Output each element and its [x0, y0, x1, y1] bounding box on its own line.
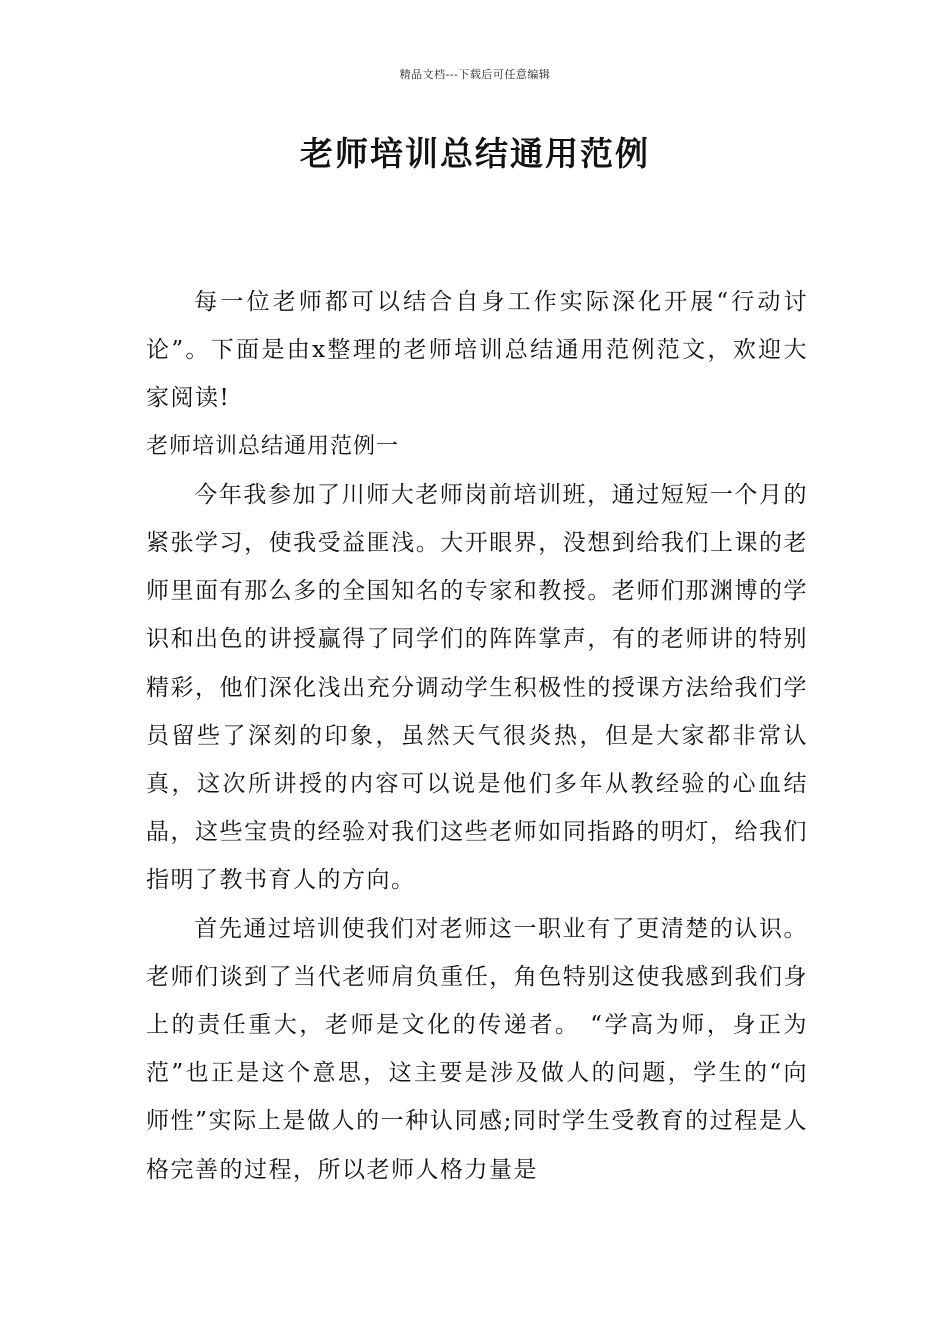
section-heading: 老师培训总结通用范例一 [146, 433, 400, 459]
body-paragraph-2: 首先通过培训使我们对老师这一职业有了更清楚的认识。老师们谈到了当代老师肩负重任，角色特别这使我感到我们身上的责任重大，老师是文化的传递者。 “学高为师，身正为范”也正是这个意思，这主要是涉及做人的问题，学生的“向师性”实际上是做人的一种认同感;同时学生受教育的过程是人格完善的过程，所以老师人格力量是 [146, 915, 808, 1183]
document-title: 老师培训总结通用范例 [300, 134, 650, 173]
document-body [146, 278, 808, 1194]
body-paragraph-1: 今年我参加了川师大老师岗前培训班，通过短短一个月的紧张学习，使我受益匪浅。大开眼界，没想到给我们上课的老师里面有那么多的全国知名的专家和教授。老师们那渊博的学识和出色的讲授赢得了同学们的阵阵掌声，有的老师讲的特别精彩，他们深化浅出充分调动学生积极性的授课方法给我们学员留些了深刻的印象，虽然天气很炎热，但是大家都非常认真，这次所讲授的内容可以说是他们多年从教经验的心血结晶，这些宝贵的经验对我们这些老师如同指路的明灯，给我们指明了教书育人的方向。 [146, 481, 808, 894]
header-note: 精品文档---下载后可任意编辑 [399, 68, 551, 81]
intro-paragraph: 每一位老师都可以结合自身工作实际深化开展“行动讨论”。下面是由x整理的老师培训总结通用范例范文，欢迎大家阅读! [146, 289, 808, 412]
